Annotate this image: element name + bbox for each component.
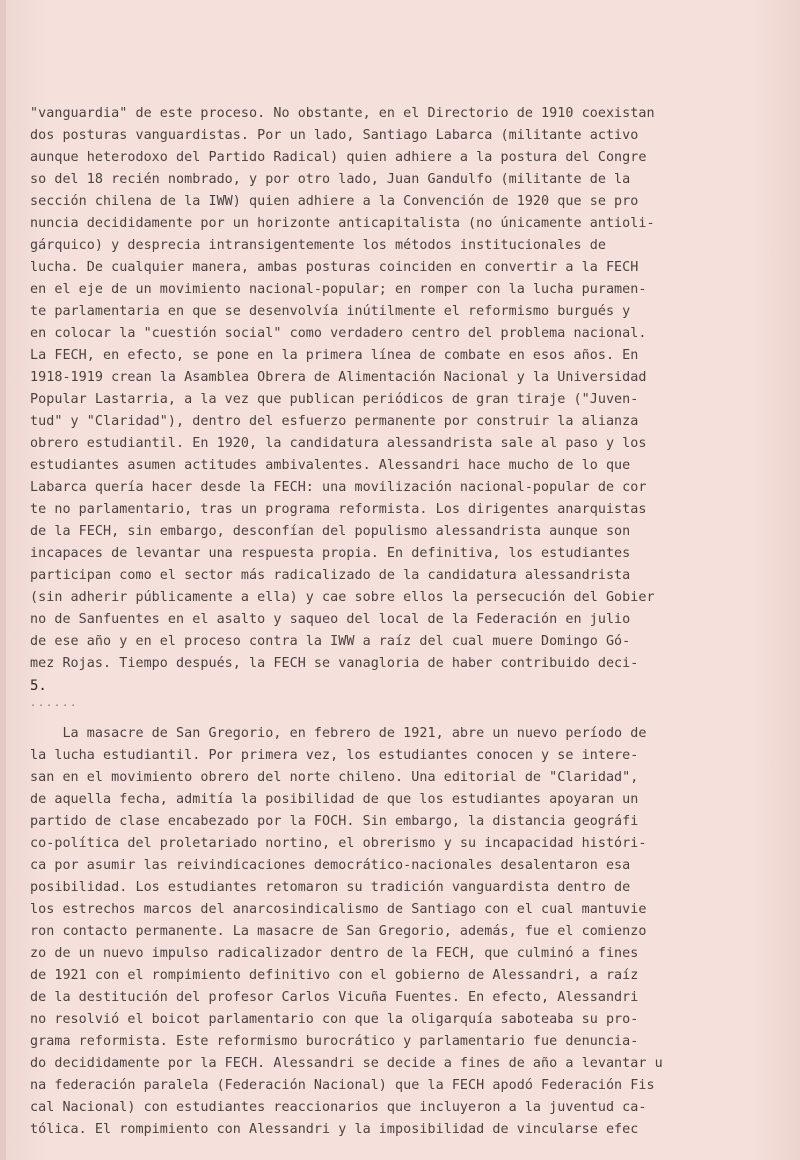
text-line: en colocar la "cuestión social" como verdadero centro del problema nacional.: [30, 326, 647, 341]
text-line: posibilidad. Los estudiantes retomaron su tradición vanguardista dentro de: [30, 880, 631, 895]
text-line: aunque heterodoxo del Partido Radical) quien adhiere a la postura del Congre: [30, 150, 647, 165]
text-line: na federación paralela (Federación Nacional) que la FECH apodó Federación Fis: [30, 1078, 655, 1093]
text-line: obrero estudiantil. En 1920, la candidatura alessandrista sale al paso y los: [30, 436, 647, 451]
text-line: sección chilena de la IWW) quien adhiere a la Convención de 1920 que se pro: [30, 194, 639, 209]
text-line: tud" y "Claridad"), dentro del esfuerzo permanente por construir la alianza: [30, 414, 639, 429]
text-line: de la FECH, sin embargo, desconfían del populismo alessandrista aunque son: [30, 524, 631, 539]
page-edge: [0, 0, 6, 1160]
text-line: tólica. El rompimiento con Alessandri y la imposibilidad de vincularse efec: [30, 1122, 639, 1137]
text-line: de aquella fecha, admitía la posibilidad de que los estudiantes apoyaran un: [30, 792, 639, 807]
text-line: te parlamentaria en que se desenvolvía inútilmente el reformismo burgués y: [30, 304, 631, 319]
text-line: Labarca quería hacer desde la FECH: una movilización nacional-popular de cor: [30, 480, 647, 495]
text-line: partido de clase encabezado por la FOCH. Sin embargo, la distancia geográfi: [30, 814, 639, 829]
text-line: de ese año y en el proceso contra la IWW a raíz del cual muere Domingo Gó-: [30, 634, 631, 649]
text-line: La masacre de San Gregorio, en febrero de 1921, abre un nuevo período de: [30, 726, 647, 741]
text-line: gárquico) y desprecia intransigentemente los métodos institucionales de: [30, 238, 606, 253]
text-line: (sin adherir públicamente a ella) y cae sobre ellos la persecución del Gobier: [30, 590, 655, 605]
text-line: participan como el sector más radicalizado de la candidatura alessandrista: [30, 568, 631, 583]
text-line: incapaces de levantar una respuesta propia. En definitiva, los estudiantes: [30, 546, 631, 561]
text-line: so del 18 recién nombrado, y por otro lado, Juan Gandulfo (militante de la: [30, 172, 631, 187]
text-line: lucha. De cualquier manera, ambas posturas coinciden en convertir a la FECH: [30, 260, 639, 275]
text-line: nuncia decididamente por un horizonte anticapitalista (no únicamente antioli-: [30, 216, 655, 231]
text-line: Popular Lastarria, a la vez que publican periódicos de gran tiraje ("Juven-: [30, 392, 639, 407]
text-line: te no parlamentario, tras un programa reformista. Los dirigentes anarquistas: [30, 502, 647, 517]
section-dots: ......: [30, 698, 79, 709]
text-line: do decididamente por la FECH. Alessandri se decide a fines de año a levantar u: [30, 1056, 663, 1071]
text-line: la lucha estudiantil. Por primera vez, los estudiantes conocen y se intere-: [30, 748, 639, 763]
text-line: 1918-1919 crean la Asamblea Obrera de Alimentación Nacional y la Universidad: [30, 370, 647, 385]
text-line: grama reformista. Este reformismo burocrático y parlamentario fue denuncia-: [30, 1034, 639, 1049]
text-line: co-política del proletariado nortino, el obrerismo y su incapacidad históri-: [30, 836, 647, 851]
text-line: ron contacto permanente. La masacre de San Gregorio, además, fue el comienzo: [30, 924, 647, 939]
text-line: en el eje de un movimiento nacional-popular; en romper con la lucha puramen-: [30, 282, 647, 297]
text-line: no resolvió el boicot parlamentario con que la oligarquía saboteaba su pro-: [30, 1012, 639, 1027]
text-line: de la destitución del profesor Carlos Vicuña Fuentes. En efecto, Alessandri: [30, 990, 639, 1005]
text-line: dos posturas vanguardistas. Por un lado, Santiago Labarca (militante activo: [30, 128, 639, 143]
text-line: La FECH, en efecto, se pone en la primera línea de combate en esos años. En: [30, 348, 639, 363]
text-line: san en el movimiento obrero del norte chileno. Una editorial de "Claridad",: [30, 770, 639, 785]
text-line: de 1921 con el rompimiento definitivo con el gobierno de Alessandri, a raíz: [30, 968, 639, 983]
text-line: mez Rojas. Tiempo después, la FECH se vanagloria de haber contribuido deci-: [30, 656, 639, 671]
text-line: "vanguardia" de este proceso. No obstante, en el Directorio de 1910 coexistan: [30, 106, 655, 121]
text-line: zo de un nuevo impulso radicalizador dentro de la FECH, que culminó a fines: [30, 946, 639, 961]
section-number: 5.: [30, 678, 47, 694]
text-line: cal Nacional) con estudiantes reaccionarios que incluyeron a la juventud ca-: [30, 1100, 647, 1115]
text-line: estudiantes asumen actitudes ambivalentes. Alessandri hace mucho de lo que: [30, 458, 631, 473]
text-line: los estrechos marcos del anarcosindicalismo de Santiago con el cual mantuvie: [30, 902, 647, 917]
text-line: ca por asumir las reivindicaciones democrático-nacionales desalentaron esa: [30, 858, 631, 873]
text-line: no de Sanfuentes en el asalto y saqueo del local de la Federación en julio: [30, 612, 631, 627]
